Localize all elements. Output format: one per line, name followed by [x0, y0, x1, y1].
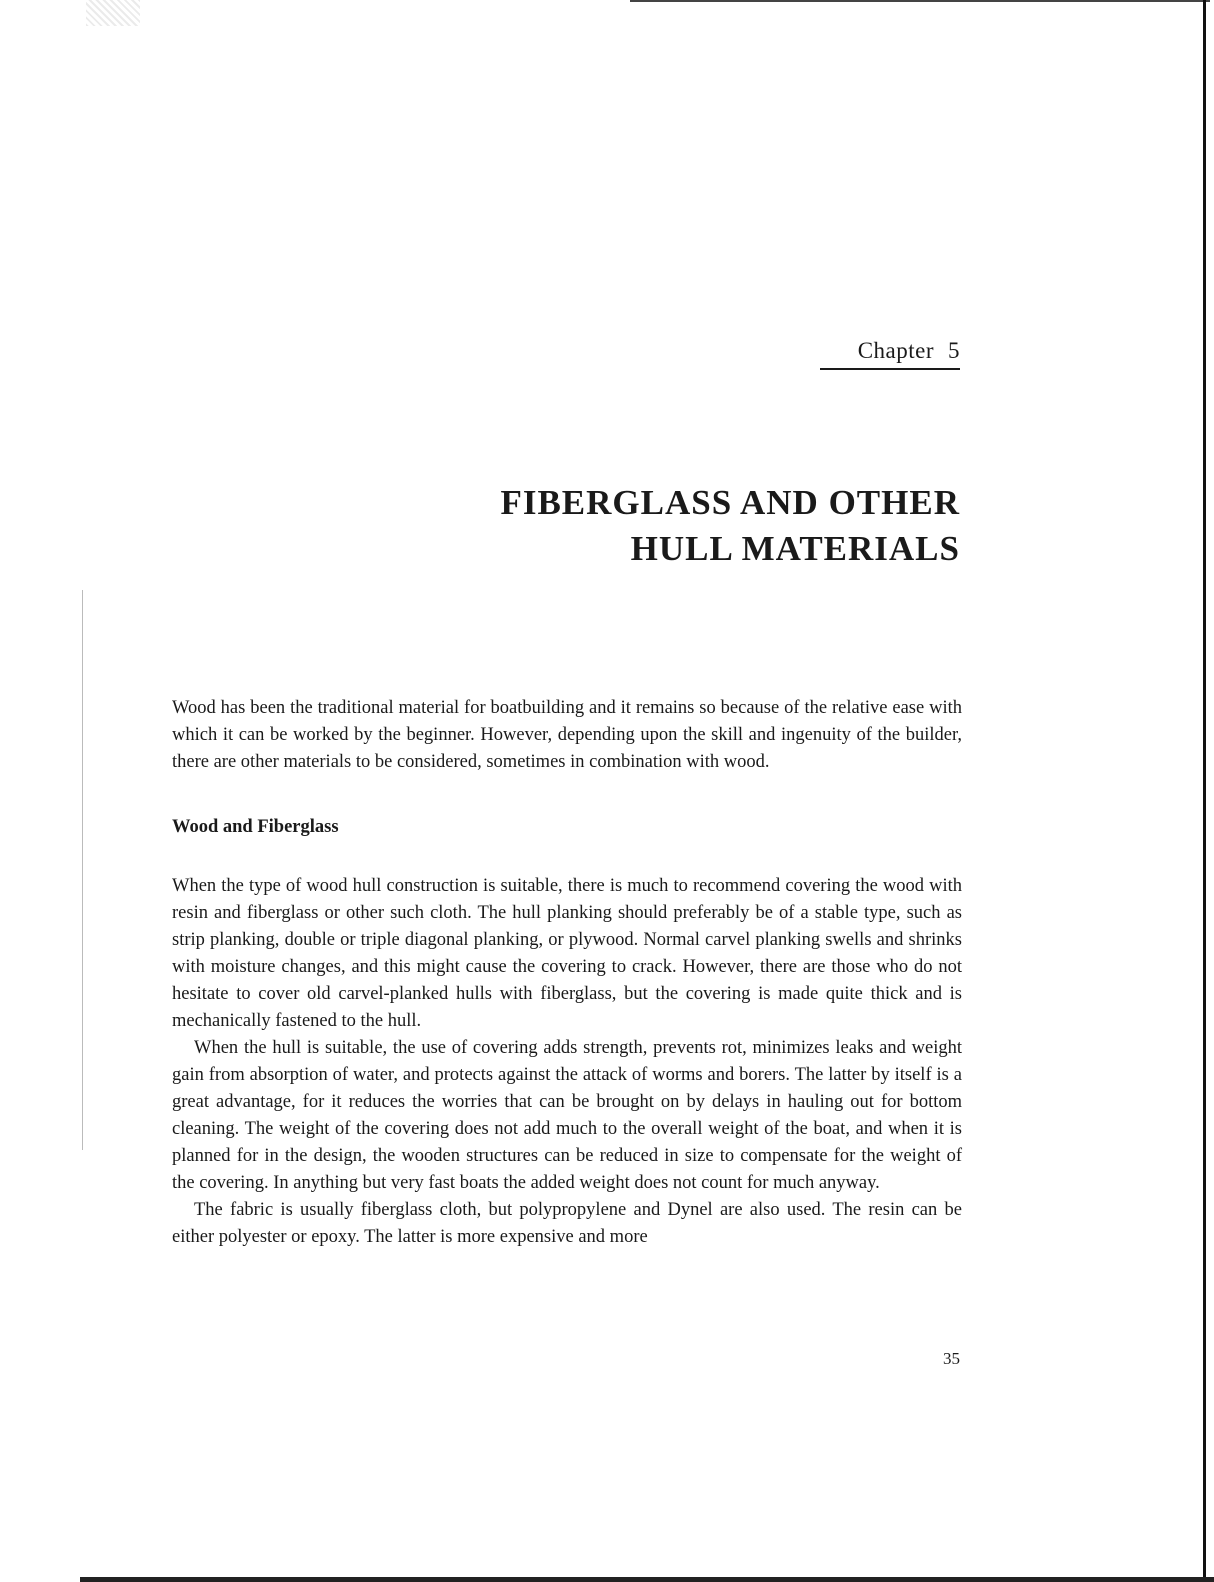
- body-text: [172, 695, 962, 1251]
- scan-edge-right: [1203, 0, 1206, 1582]
- intro-paragraph: Wood has been the traditional material for boatbuilding and it remains so because of the relative ease with which it can be worked by the beginner. However, depending upon the skill and ingenuity of the builder, there are other materials to be considered, sometimes in combination with wood.: [172, 698, 962, 772]
- chapter-label: [820, 338, 960, 370]
- scan-edge-bottom: [80, 1577, 1214, 1582]
- scan-edge-top: [630, 0, 1210, 2]
- chapter-title-line-2: HULL MATERIALS: [630, 529, 960, 568]
- section-heading: Wood and Fiberglass: [172, 817, 339, 837]
- paragraph-2: When the hull is suitable, the use of covering adds strength, prevents rot, minimizes leaks and weight gain from absorption of water, and protects against the attack of worms and borers. The latter by itself is a great advantage, for it reduces the worries that can be brought on by delays in hauling out for bottom cleaning. The weight of the covering does not add much to the overall weight of the boat, and when it is planned for in the design, the wooden structures can be reduced in size to compensate for the weight of the covering. In anything but very fast boats the added weight does not count for much anyway.: [172, 1038, 962, 1193]
- page-number: 35: [943, 1349, 960, 1368]
- chapter-title-line-1: FIBERGLASS AND OTHER: [500, 483, 960, 522]
- paragraph-3: The fabric is usually fiberglass cloth, but polypropylene and Dynel are also used. The resin can be either polyester or epoxy. The latter is more expensive and more: [172, 1200, 962, 1247]
- chapter-title: [260, 480, 960, 572]
- chapter-word: Chapter: [857, 338, 934, 363]
- paragraph-1: When the type of wood hull construction is suitable, there is much to recommend covering the wood with resin and fiberglass or other such cloth. The hull planking should preferably be of a stable type, such as strip planking, double or triple diagonal planking, or plywood. Normal carvel planking swells and shrinks with moisture changes, and this might cause the covering to crack. However, there are those who do not hesitate to cover old carvel-planked hulls with fiberglass, but the covering is made quite thick and is mechanically fastened to the hull.: [172, 876, 962, 1031]
- scan-smudge: [86, 0, 140, 26]
- chapter-number: 5: [948, 338, 960, 363]
- scan-edge-left: [82, 590, 83, 1150]
